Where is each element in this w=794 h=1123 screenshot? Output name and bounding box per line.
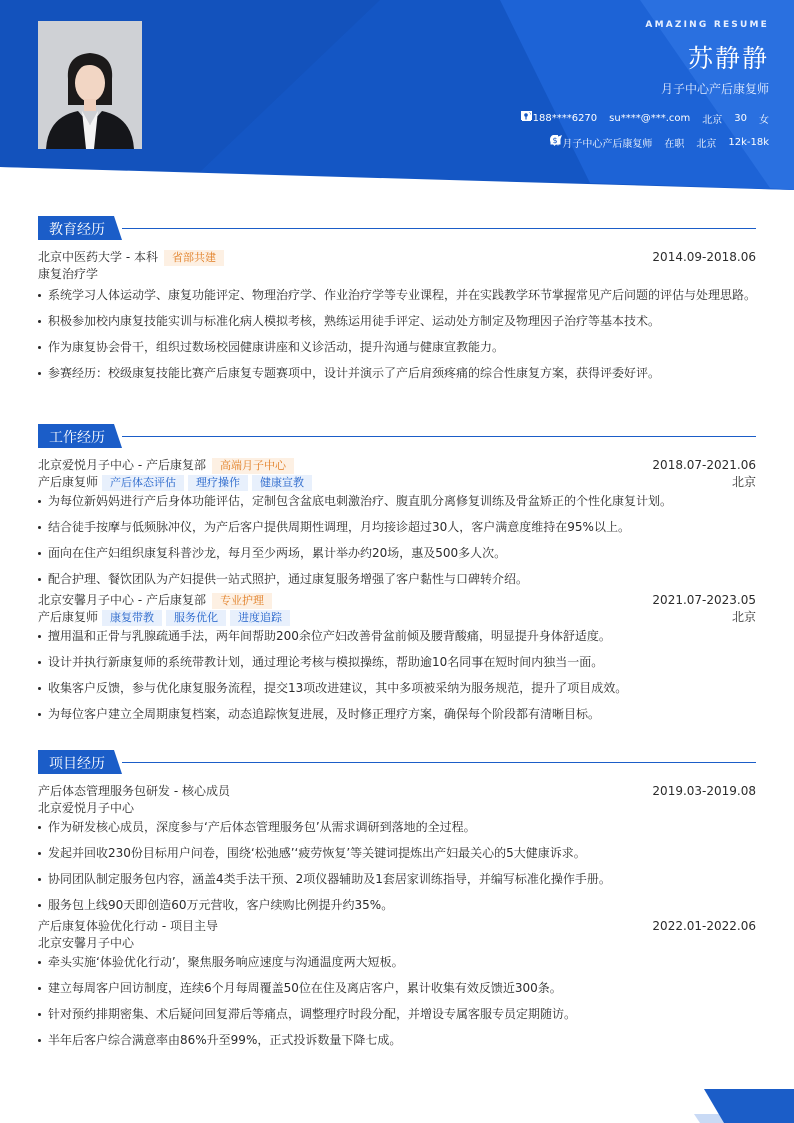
projects-section (38, 750, 756, 1056)
list-item: 建立每周客户回访制度，连续6个月每周覆盖50位在住及离店客户，累计收集有效反馈近300条。 (38, 978, 756, 999)
skill-tag: 理疗操作 (188, 475, 248, 491)
job-date: 2018.07-2021.06 (652, 458, 756, 472)
home-info (702, 111, 722, 126)
school-name: 北京中医药大学 - 本科 (38, 250, 158, 264)
education-entry (38, 249, 756, 384)
list-item: 系统学习人体运动学、康复功能评定、物理治疗学、作业治疗学等专业课程，并在实践教学环节掌握常见产后问题的评估与处理思路。 (38, 285, 756, 306)
project-bullets (38, 817, 756, 916)
list-item: 协同团队制定服务包内容，涵盖4类手法干预、2项仪器辅助及1套居家训练指导，并编写标准化操作手册。 (38, 869, 756, 890)
list-item: 积极参加校内康复技能实训与标准化病人模拟考核，熟练运用徒手评定、运动处方制定及物理因子治疗等基本技术。 (38, 311, 756, 332)
job-entry (38, 457, 756, 590)
list-item: 服务包上线90天即创造60万元营收，客户续购比例提升约35%。 (38, 895, 756, 916)
job-role: 产后康复师 (38, 610, 99, 624)
work-section (38, 424, 756, 730)
profile-photo (38, 21, 142, 149)
footer-decoration (0, 1083, 794, 1123)
job-city: 北京 (731, 475, 756, 489)
header-identity (645, 20, 769, 97)
company-tag: 高端月子中心 (212, 458, 294, 474)
skill-tag: 健康宣教 (252, 475, 312, 491)
job-role: 产后康复师 (38, 475, 99, 489)
candidate-name: 苏静静 (687, 44, 769, 73)
contact-row (521, 111, 769, 126)
job-bullets (38, 491, 756, 590)
gender-icon (521, 111, 531, 121)
list-item: 为每位新妈妈进行产后身体功能评估，定制包含盆底电刺激治疗、腹直肌分离修复训练及骨盆矫正的个性化康复计划。 (38, 491, 756, 512)
list-item: 擅用温和正骨与乳腺疏通手法，两年间帮助200余位产妇改善骨盆前倾及腰背酸痛，明显提升身体舒适度。 (38, 626, 756, 647)
list-item: 作为研发核心成员，深度参与‘产后体态管理服务包’从需求调研到落地的全过程。 (38, 817, 756, 838)
target-role-info (562, 135, 652, 150)
project-title: 产后康复体验优化行动 - 项目主导 (38, 919, 218, 933)
job-intent-row (550, 135, 769, 150)
project-entry (38, 783, 756, 916)
education-section (38, 216, 756, 389)
list-item: 收集客户反馈，参与优化康复服务流程，提交13项改进建议，其中多项被采纳为服务规范，提升了项目成效。 (38, 678, 756, 699)
skill-tag: 康复带教 (102, 610, 162, 626)
project-date: 2019.03-2019.08 (652, 784, 756, 798)
home-text: 北京 (702, 115, 723, 126)
list-item: 半年后客户综合满意率由86%升至99%，正式投诉数量下降七成。 (38, 1030, 756, 1051)
skill-tag: 服务优化 (166, 610, 226, 626)
work-heading-bar (38, 424, 756, 448)
job-entry (38, 592, 756, 725)
skill-tag: 进度追踪 (230, 610, 290, 626)
project-bullets (38, 952, 756, 1051)
salary-icon (550, 135, 560, 145)
phone-info (533, 113, 598, 124)
city-info (696, 135, 716, 150)
list-item: 配合护理、餐饮团队为产妇提供一站式照护，通过康复服务增强了客户黏性与口碑转介绍。 (38, 569, 756, 590)
project-title: 产后体态管理服务包研发 - 核心成员 (38, 784, 230, 798)
email-info (609, 113, 690, 124)
education-date: 2014.09-2018.06 (652, 250, 756, 264)
project-date: 2022.01-2022.06 (652, 919, 756, 933)
heading-divider (122, 762, 756, 763)
projects-heading: 项目经历 (49, 756, 105, 772)
education-heading: 教育经历 (49, 222, 105, 238)
age-text: 30 (734, 113, 747, 124)
list-item: 面向在住产妇组织康复科普沙龙，每月至少两场，累计举办约20场，惠及500多人次。 (38, 543, 756, 564)
list-item: 结合徒手按摩与低频脉冲仪，为产后客户提供周期性调理，月均接诊超过30人，客户满意度维持在95%以上。 (38, 517, 756, 538)
status-text: 在职 (664, 139, 685, 150)
header-banner (0, 0, 794, 200)
city-text: 北京 (696, 139, 717, 150)
skill-tag: 产后体态评估 (102, 475, 184, 491)
candidate-title: 月子中心产后康复师 (660, 82, 769, 96)
job-bullets (38, 626, 756, 725)
list-item: 发起并回收230份目标用户问卷，围绕‘松弛感’‘疲劳恢复’等关键词提炼出产妇最关心的5大健康诉求。 (38, 843, 756, 864)
salary-text: 12k-18k (728, 137, 769, 148)
heading-divider (122, 436, 756, 437)
project-org: 北京爱悦月子中心 (38, 801, 135, 815)
projects-heading-bar (38, 750, 756, 774)
heading-divider (122, 228, 756, 229)
target-role-text: 月子中心产后康复师 (562, 139, 653, 150)
resume-tagline: AMAZING RESUME (645, 20, 769, 30)
email-text: su****@***.com (609, 113, 691, 124)
major-name: 康复治疗学 (38, 267, 99, 281)
list-item: 针对预约排期密集、术后疑问回复滞后等痛点，调整理疗时段分配，并增设专属客服专员定期随访。 (38, 1004, 756, 1025)
list-item: 作为康复协会骨干，组织过数场校园健康讲座和义诊活动，提升沟通与健康宣教能力。 (38, 337, 756, 358)
svg-text:$: $ (552, 136, 558, 145)
company-name: 北京安馨月子中心 - 产后康复部 (38, 593, 206, 607)
age-info (734, 113, 747, 124)
list-item: 设计并执行新康复师的系统带教计划，通过理论考核与模拟操练，帮助逾10名同事在短时间内独当一面。 (38, 652, 756, 673)
project-entry (38, 918, 756, 1051)
job-city: 北京 (731, 610, 756, 624)
list-item: 牵头实施‘体验优化行动’，聚焦服务响应速度与沟通温度两大短板。 (38, 952, 756, 973)
list-item: 参赛经历：校级康复技能比赛产后康复专题赛项中，设计并演示了产后肩颈疼痛的综合性康复方案，获得评委好评。 (38, 363, 756, 384)
gender-info (759, 111, 769, 126)
gender-text: 女 (759, 115, 769, 126)
list-item: 为每位客户建立全周期康复档案，动态追踪恢复进展，及时修正理疗方案，确保每个阶段都有清晰目标。 (38, 704, 756, 725)
phone-text: 188****6270 (532, 113, 598, 124)
company-name: 北京爱悦月子中心 - 产后康复部 (38, 458, 206, 472)
project-org: 北京安馨月子中心 (38, 936, 135, 950)
company-tag: 专业护理 (212, 593, 272, 609)
school-tag: 省部共建 (164, 250, 224, 266)
status-info (664, 135, 684, 150)
job-date: 2021.07-2023.05 (652, 593, 756, 607)
education-heading-bar (38, 216, 756, 240)
education-bullets (38, 285, 756, 384)
work-heading: 工作经历 (49, 430, 105, 446)
